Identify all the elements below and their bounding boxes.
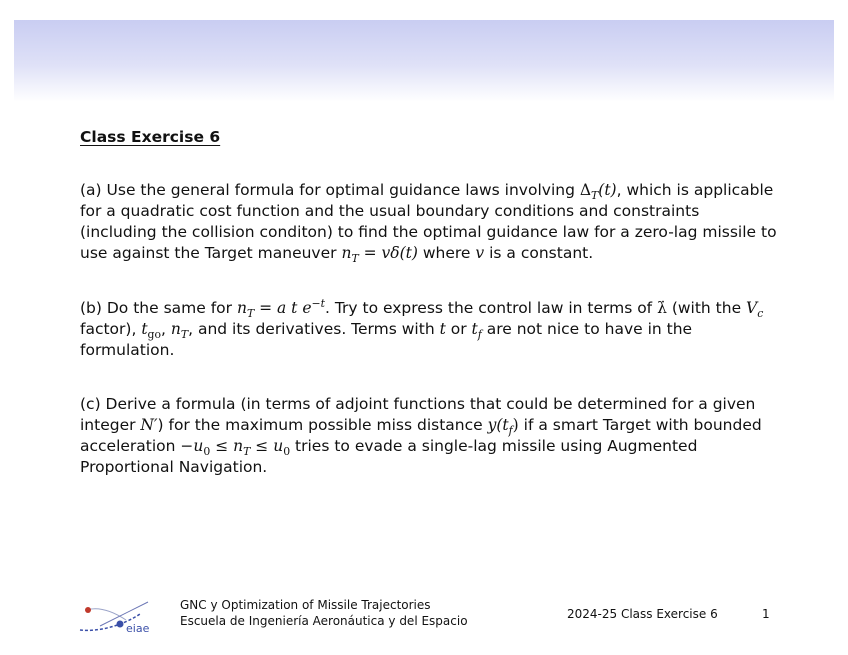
paragraph-c bbox=[80, 394, 780, 478]
math-target-maneuver: $n_T = a$ t $e^{-t}$ bbox=[236, 296, 325, 321]
text: ) for the maximum possible miss distance bbox=[157, 416, 488, 434]
math-v: v bbox=[475, 244, 485, 262]
text: , which is applicable for a quadratic cost function and the usual boundary conditions and constraints (including the collision conditon) to find the optimal guidance law for a zero-lag missile to use against the Target maneuver bbox=[80, 181, 777, 262]
text: , bbox=[161, 320, 171, 338]
eiae-logo bbox=[76, 596, 156, 636]
math-target-maneuver: $n_T = v\delta(t)$ bbox=[341, 244, 418, 266]
text: tries to evade a single-lag missile using Augmented Proportional Navigation. bbox=[80, 437, 698, 476]
text: are not nice to have in the formulation. bbox=[80, 320, 693, 359]
text: , and its derivatives. Terms with bbox=[188, 320, 440, 338]
text: if a smart Target with bounded acceleration bbox=[80, 416, 762, 455]
math-tgo: $t_{go}$ bbox=[141, 320, 162, 342]
header-band bbox=[14, 20, 834, 102]
footer-school: Escuela de Ingeniería Aeronáutica y del Espacio bbox=[180, 613, 468, 628]
slide-title: Class Exercise 6 bbox=[80, 128, 221, 146]
page-number: 1 bbox=[762, 607, 770, 621]
footer-course-title: GNC y Optimization of Missile Trajectories bbox=[180, 598, 431, 612]
footer-exercise-label: 2024-25 Class Exercise 6 bbox=[567, 607, 718, 621]
eiae-logo-graphic bbox=[76, 596, 156, 636]
math-nt: $n_T$ bbox=[170, 320, 189, 342]
text: (with the bbox=[666, 299, 747, 317]
text: or bbox=[445, 320, 472, 338]
text: (a) Use the general formula for optimal guidance laws involving bbox=[80, 181, 580, 199]
text: where bbox=[417, 244, 476, 262]
math-lambda-dot: λ̇ bbox=[657, 299, 667, 317]
text: factor), bbox=[80, 320, 142, 338]
math-miss-distance: $y(t_f)$ bbox=[487, 416, 519, 438]
footer bbox=[0, 588, 848, 643]
logo-text: eiae bbox=[126, 622, 150, 635]
text: (b) Do the same for bbox=[80, 299, 237, 317]
math-tf: $t_f$ bbox=[471, 320, 482, 342]
paragraph-a bbox=[80, 180, 780, 264]
math-delta-t: $\Delta_T(t)$ bbox=[579, 181, 617, 203]
math-vc: $V_c$ bbox=[746, 299, 764, 321]
math-n-prime: N′ bbox=[140, 416, 158, 434]
text: . Try to express the control law in terms of bbox=[324, 299, 658, 317]
footer-course bbox=[180, 598, 468, 629]
math-acceleration-bound: $-u_0 \le n_T \le u_0$ bbox=[180, 437, 291, 459]
text: is a constant. bbox=[484, 244, 594, 262]
paragraph-b bbox=[80, 298, 780, 361]
text: (c) Derive a formula (in terms of adjoint functions that could be determined for a given integer bbox=[80, 395, 756, 434]
math-t: t bbox=[439, 320, 446, 338]
